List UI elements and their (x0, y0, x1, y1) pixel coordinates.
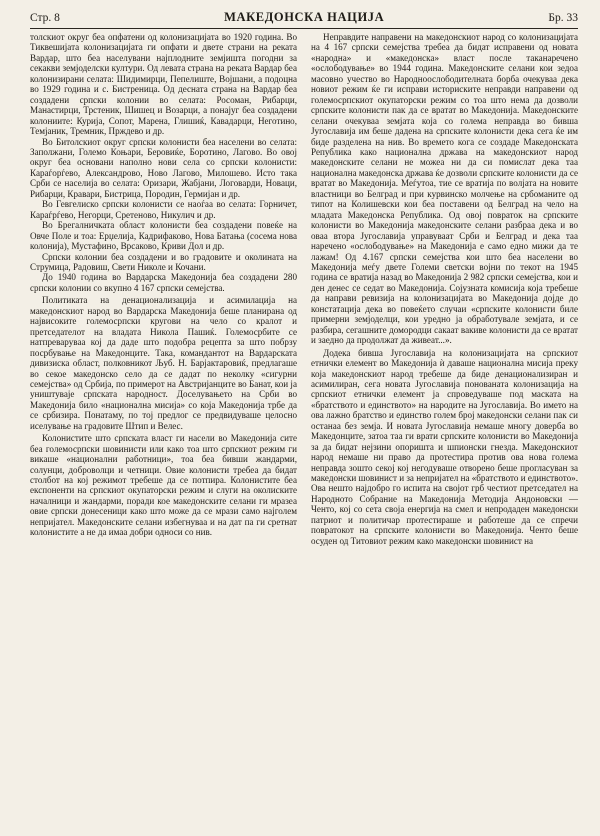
issue-number: Бр. 33 (548, 12, 578, 24)
paragraph: Во Битолскиот округ српски колонисти беа населени во селата: Заполжани, Големо Коњари, Беровиќе, Боротино, Лагово. Во овој округ беа основани наполно нови села со српски колонисти: Караѓорѓево, Александрово, Ново Лагово, Милошево. Исто така Срби се населија во селата: Оризари, Жабјани, Логоварди, Новаци, Рибарци, Кравари, Бистрица, Породин, Гермијан и др. (30, 136, 297, 199)
paragraph: Политиката на денационализација и асимилација на македонскиот народ во Вардарска Македонија беше планирана од највисоките големосрпски кругови на чело со кралот и претседателот на владата Никола Пашиќ. Големосрбите се натпреваруваа кој да даде што подобра рецепта за што побрзу посрбување на Македонците. Така, командантот на Вардарската дивизиска област, полковникот Љуб. Н. Барјактаровиќ, предлагаше во секое македонско село да се дадат по неколку «сигурни семејства» од Србија, по примерот на Австријанците во Банат, кои ја уништуваје српската народност. Доселувањето на Срби во Македонија било «национална мисија» со која Македонија трбе да се србизира. Понатаму, по тој предлог се предвидуваше целосно иселување на градовите Штип и Велес. (30, 295, 297, 431)
page-number: Стр. 8 (30, 12, 60, 24)
page-header (30, 8, 578, 29)
paragraph: Колонистите што српската власт ги насели во Македонија сите беа големосрпски шовинисти или како тоа што српскиот режим ги викаше «национални работници», тоа беа бивши жандарми, солунци, доброволци и четници. Овие колонисти требеа да бидат столбот на кој режимот требеше да се потпира. Колонистите беа експоненти на српскиот окупаторски режим и слуги на околиските началници и жандарми, поради кое македонските селани ги мразеа овие српски донесеници како што може да се мрази само најголем непријател. Македонските селани избегнуваа и на дат па ги сретнат колонистите а не да имаа добри односи со нив. (30, 433, 297, 538)
paragraph: До 1940 година во Вардарска Македонија беа создадени 280 српски колонии со вкупно 4 167 српски семејства. (30, 272, 297, 293)
paragraph: Додека бивша Југославија на колонизацијата на српскиот етнички елемент во Македонија ѝ даваше национална мисија преку која македонскиот народ требеше да биде денационализиран и асимилиран, сега новата Југославија понованата колонизација на српскиот етнички елемент ја спроведуваше под маската на «братството и единството» на народите на Југославија. Во името на ова лажно братство и единство голем број македонски селани пак си останаа без земја. И новата Југославија немаше многу доверба во Македонците, затоа таа ги врати српските колонисти во Македонија за да бидат нејзини опоришта и шпионски гнезда. Македонскиот народ немаше ни право да протестира против ова нова голема неправда зошто секој кој негодуваше отворено беше прогласуван за македонски шовинист и за непријател на «братството и единството». Ова нешто најдобро го испита на својот грб честиот претседател на Народното Собрание на Македонија Методија Андоновски — Ченто, кој со сета своја енергија на смел и непродаден македонски патриот и политичар протестираше и работеше да се спречи повратокот на српските колонисти во Македонија. Ченто беше осуден од Титовиот режим како македонски шовинист на (311, 347, 579, 546)
article-body (30, 32, 578, 546)
paragraph: Неправдите направени на македонскиот народ со колонизацијата на 4 167 српски семејства требеа да бидат исправени од новата «народна» и «македонска» власт после таканаречено «ослободување» во 1944 година. Македонските селани кои зедоа масовно учество во Народноослободителната борба очекуваа дека новиот режим ќе ги исправи историските неправди направени од големосрпскиот окупаторски режим со тоа што нема да дозволи српските колонисти пак да се вратат во Македонија. Македонските селани очекуваа земјата која со голема неправда во бивша Југославија им беше дадена на српските колонисти дека сега ќе им биде разделена на нив. Во времето кога се создаде Македонската Република како национална држава на македонскиот народ македонските селани не можеа ни да си помислат дека таа национална македонска држава ќе дозволи српските колонисти да се вратат во Македонија. Меѓутоа, тие се вратија по волјата на новите властници во Белград и при курвинско молчење на србоманите од типот на Колишевски кои беа поставени од Белград на чело на младата Македонска Република. Од овој повраток на српските колонисти во Македонија македонските селани разбраа дека и во оваа втора Југославија управуваат Срби и Белград и дека таа наречено «ослободување» на Македонија е само едно мижи да те лажам! Од 4.167 српски семејства кои што беа населени во Македонија меѓу двете Големи светски војни по текот на 1945 година се вратија назад во Македонија 2 982 српски семејства, кои и ден денес се седат во Македонија. Сојузната комисија која требеше да направи ревизија на колонизацијата во Македонија дојде до констатација дека во повеќето случаи «српските колонисти биле примерни земјоделци, кои уредно ја обработувале земјата, и се разбира, сегашните домородци сакаат вакиве колонисти да се вратат и заедно да продолжат да живеат...». (311, 32, 578, 346)
paragraph: Српски колонии беа создадени и во градовите и околината на Струмица, Радовиш, Свети Николе и Кочани. (30, 251, 297, 272)
left-column (30, 32, 297, 546)
newspaper-title: МАКЕДОНСКА НАЦИЈА (224, 10, 385, 24)
right-column (311, 32, 578, 546)
paragraph: толскиот округ беа опфатени од колонизацијата во 1920 година. Во Тиквешијата колонизацијата ги опфати и двете страни на рекатa Вардар, што беа населувани најплодните земјишта погодни за секакви земјоделски култури. Од левата страна на реката Вардар беа колонизирани селата: Шидимирци, Пепелиште, Војшани, а подоцна во 1929 година и с. Бистреница. Од десната страна на Вардар беа создадени српски колонии во селата: Росоман, Рибарци, Манастирци, Трстеник, Шишец и Возарци, а понајуг беа создадени колониите: Курија, Сопот, Марена, Глишиќ, Кавадарци, Неготино, Темјаник, Тремник, Прждево и др. (30, 32, 297, 137)
paragraph: Во Гевгелиско српски колонисти се наоѓаа во селата: Горничет, Караѓрѓево, Негорци, Сретеново, Никулич и др. (30, 199, 297, 220)
paragraph: Во Брегалничката област колонисти беа создадени повеќе на Овче Поле и тоа: Ерџелија, Кадрифаково, Нова Батања (сосема нова колонија), Мустафино, Врсаково, Криви Дол и др. (30, 220, 297, 252)
